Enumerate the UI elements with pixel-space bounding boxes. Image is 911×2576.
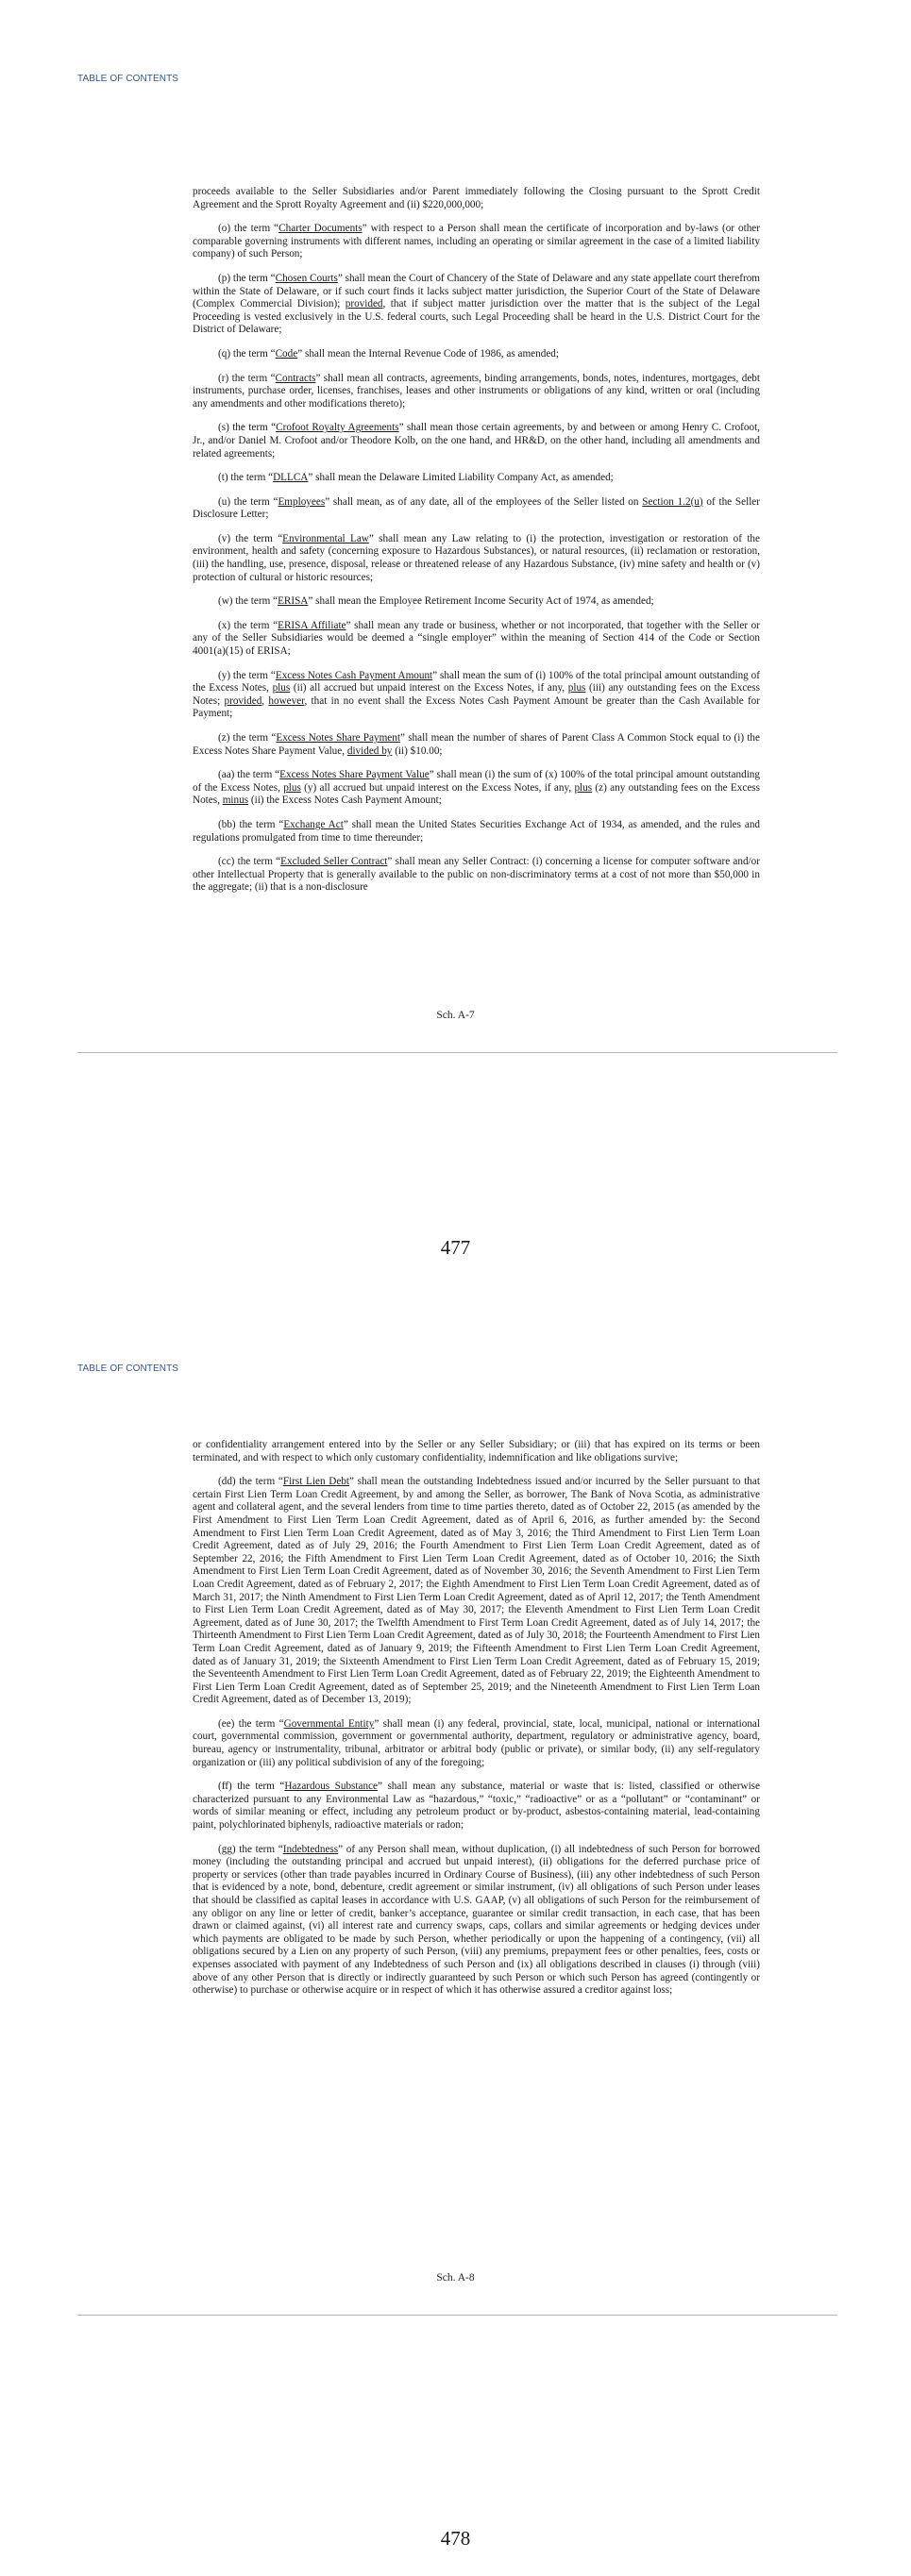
paragraph-text: (iii) any outstanding fees on the Excess Notes; (193, 682, 760, 707)
definition-paragraph (193, 348, 760, 361)
paragraph-text: ” of any Person shall mean, without duplication, (i) all indebtedness of such Person for borrowed money (including the outstanding principal and accrued but unpaid interest), (ii) obligations for the deferred purchase price of property or services (other than trade payables incurred in Ordinary Course of Business), (iii) any other indebtedness of such Person that is evidenced by a note, bond, debenture, credit agreement or similar instrument, (iv) all obligations of such Person under leases that should be classified as capital leases in accordance with U.S. GAAP, (v) all obligations of such Person for the reimbursement of any obligor on any line or letter of credit, banker’s acceptance, guarantee or similar credit transaction, in each case, that has been drawn or claimed against, (vi) all interest rate and currency swaps, caps, collars and similar agreements or hedging devices under which payments are obligated to be made by such Person, whether periodically or upon the happening of a contingency, (vii) all obligations secured by a Lien on any property of such Person, (viii) any premiums, prepayment fees or other penalties, fees, costs or expenses associated with payment of any Indebtedness of such Person and (ix) all obligations described in clauses (i) through (viii) above of any other Person that is directly or indirectly guaranteed by such Person or which such Person has agreed (contingently or otherwise) to purchase or otherwise acquire or in respect of which it has otherwise assured a creditor against loss; (193, 1843, 760, 1997)
paragraph-text: (y) all accrued but unpaid interest on the Excess Notes, if any, (300, 781, 575, 794)
paragraph-text: (ff) the term “ (218, 1781, 285, 1793)
paragraph-text: ” shall mean any substance, material or waste that is: listed, classified or otherwise characterized pursuant to any Environmental Law as “hazardous,” “toxic,” “radioactive” or as a “pollutant” or “contaminant” or words of similar meaning or effect, including any petroleum product or by-product, asbestos-containing material, lead-containing paint, polychlorinated biphenyls, radioactive materials or radon; (193, 1781, 760, 1832)
paragraph-text: , (261, 694, 269, 707)
defined-term: Environmental Law (282, 532, 369, 544)
paragraph-text: (ee) the term “ (218, 1717, 284, 1730)
defined-term: Indebtedness (282, 1843, 339, 1855)
defined-term: Excess Notes Cash Payment Amount (275, 669, 433, 681)
defined-term: Crofoot Royalty Agreements (276, 422, 399, 434)
paragraph-text: , that if subject matter jurisdiction over the matter that is the subject of the Legal Proceeding is vested exclusively in the U.S. federal courts, such Legal Proceeding shall be heard in the U.S. District Court for the District of Delaware; (193, 298, 760, 336)
paragraph-text: (y) the term “ (218, 669, 276, 681)
defined-term: First Lien Debt (282, 1476, 349, 1488)
definition-paragraph (193, 769, 760, 808)
paragraph-text: (z) the term “ (218, 732, 277, 744)
schedule-page-footer: Sch. A-8 (436, 2272, 475, 2283)
table-of-contents-link[interactable]: TABLE OF CONTENTS (77, 74, 179, 84)
paragraph-text: ” shall mean (i) the sum of (x) 100% of the total principal amount outstanding of the Excess Notes, (193, 769, 760, 794)
definition-paragraph (193, 1781, 760, 1832)
paragraph-text: ” with respect to a Person shall mean the certificate of incorporation and by-laws (or other comparable governing instruments with different names, including an operating or similar agreement in the case of a limited liability company) of such Person; (193, 223, 760, 260)
defined-term: Charter Documents (278, 223, 363, 235)
paragraph-text: (q) the term “ (218, 347, 276, 360)
paragraph-text: ” shall mean the Court of Chancery of the State of Delaware and any state appellate court therefrom within the State of Delaware, or if such court finds it lacks subject matter jurisdiction, the Superior Court of the State of Delaware (Complex Commercial Division); (193, 272, 761, 310)
paragraph-text: (w) the term “ (218, 595, 278, 608)
paragraph-text: ” shall mean any trade or business, whether or not incorporated, that together with the Seller or any of the Seller Subsidiaries would be deemed a “single employer” within the meaning of Section 414 of the Code or Section 4001(a)(15) of ERISA; (193, 619, 761, 658)
defined-term: plus (567, 682, 586, 694)
paragraph-text: (s) the term “ (218, 422, 277, 434)
definition-paragraph (193, 373, 760, 411)
schedule-page-footer: Sch. A-7 (436, 1010, 475, 1021)
paragraph-text: (u) the term “ (218, 495, 278, 508)
definition-paragraph (193, 186, 760, 211)
paragraph-text: (bb) the term “ (218, 818, 284, 830)
definition-paragraph (193, 732, 760, 758)
paragraph-text: ” shall mean the outstanding Indebtedness issued and/or incurred by the Seller pursuant to that certain First Lien Term Loan Credit Agreement, by and among the Seller, as borrower, The Bank of Nova Scotia, as administrative agent and collateral agent, and the several lenders from time to time parties thereto, dated as of October 22, 2015 (as amended by the First Amendment to First Lien Term Loan Credit Agreement, dated as of April 6, 2016, as further amended by: the Second Amendment to First Lien Term Loan Credit Agreement, dated as of May 3, 2016; the Third Amendment to First Lien Term Loan Credit Agreement, dated as of July 29, 2016; the Fourth Amendment to First Lien Term Loan Credit Agreement, dated as of September 22, 2016; the Fifth Amendment to First Lien Term Loan Credit Agreement, dated as of October 10, 2016; the Sixth Amendment to First Lien Term Loan Credit Agreement, dated as of November 30, 2016; the Seventh Amendment to First Lien Term Loan Credit Agreement, dated as of February 2, 2017; the Eighth Amendment to First Lien Term Loan Credit Agreement, dated as of March 31, 2017; the Ninth Amendment to First Lien Term Loan Credit Agreement, dated as of April 12, 2017; the Tenth Amendment to First Lien Term Loan Credit Agreement, dated as of May 30, 2017; the Eleventh Amendment to First Lien Term Loan Credit Agreement, dated as of June 30, 2017; the Twelfth Amendment to First Term Loan Credit Agreement, dated as of July 14, 2017; the Thirteenth Amendment to First Lien Term Loan Credit Agreement, dated as of July 30, 2018; the Fourteenth Amendment to First Lien Term Loan Credit Agreement, dated as of January 9, 2019; the Fifteenth Amendment to First Lien Term Loan Credit Agreement, dated as of January 31, 2019; the Sixteenth Amendment to First Lien Term Loan Credit Agreement, dated as of February 15, 2019; the Seventeenth Amendment to First Lien Term Loan Credit Agreement, dated as of February 22, 2019; the Eighteenth Amendment to First Lien Term Loan Credit Agreement, dated as of September 25, 2019; and the Nineteenth Amendment to First Lien Term Loan Credit Agreement, dated as of December 13, 2019); (193, 1476, 760, 1706)
page-divider (77, 1052, 837, 1053)
definition-paragraph (193, 1718, 760, 1769)
defined-term: Code (275, 347, 298, 360)
paragraph-text: ” shall mean (i) any federal, provincial, state, local, municipal, national or international court, governmental commission, government or governmental authority, department, regulatory or administrative agency, board, bureau, agency or instrumentality, tribunal, arbitrator or arbitral body (public or private), or similar body, (ii) any self-regulatory organization or (iii) any political subdivision of any of the foregoing; (193, 1717, 760, 1768)
paragraph-text: ” shall mean the United States Securities Exchange Act of 1934, as amended, and the rules and regulations promulgated from time to time thereunder; (193, 818, 761, 844)
paragraph-text: (t) the term “ (218, 472, 274, 484)
definition-paragraph (193, 595, 760, 609)
defined-term: Governmental Entity (283, 1717, 375, 1730)
defined-term: Section 1.2(u) (642, 495, 703, 508)
definition-paragraph (193, 496, 760, 522)
paragraph-text: ” shall mean the Internal Revenue Code of 1986, as amended; (297, 347, 560, 360)
defined-term: ERISA Affiliate (278, 619, 346, 631)
paragraph-text: ” shall mean the number of shares of Parent Class A Common Stock equal to (i) the Excess Notes Share Payment Value, (193, 732, 760, 757)
paragraph-text: (v) the term “ (218, 532, 283, 544)
defined-term: however (268, 694, 305, 707)
defined-term: plus (272, 682, 291, 694)
page-divider (77, 2315, 837, 2316)
defined-term: Chosen Courts (275, 272, 338, 284)
paragraph-text: ” shall mean the Employee Retirement Income Security Act of 1974, as amended; (308, 595, 654, 608)
paragraph-text: proceeds available to the Seller Subsidiaries and/or Parent immediately following the Closing pursuant to the Sprott Credit Agreement and the Sprott Royalty Agreement and (ii) $220,000,000; (193, 186, 760, 210)
paragraph-text: (x) the term “ (218, 619, 278, 631)
paragraph-text: ” shall mean, as of any date, all of the employees of the Seller listed on (325, 495, 643, 508)
defined-term: provided (224, 694, 262, 707)
page-number: 478 (440, 2527, 471, 2550)
defined-term: plus (283, 781, 301, 794)
defined-term: divided by (346, 744, 393, 757)
defined-term: DLLCA (273, 472, 309, 484)
paragraph-text: ” shall mean any Law relating to (i) the protection, investigation or restoration of the environment, health and safety (concerning exposure to Hazardous Substances), or natural resources, (ii) reclamation or restoration, (iii) the handling, use, presence, disposal, release or threatened release of any Hazardous Substance, (iv) mine safety and health or (v) protection of cultural or historic resources; (193, 532, 760, 583)
definition-paragraph (193, 472, 760, 485)
paragraph-text: or confidentiality arrangement entered into by the Seller or any Seller Subsidiary; or (iii) that has expired on its terms or been terminated, and with respect to which only customary confidentiality, indemnification and like obligations survive; (193, 1439, 760, 1464)
defined-term: Employees (278, 495, 326, 508)
definition-paragraph (193, 1439, 760, 1464)
paragraph-text: , that in no event shall the Excess Notes Cash Payment Amount be greater than the Cash Available for Payment; (193, 694, 760, 720)
paragraph-text: (o) the term “ (218, 223, 279, 235)
paragraph-text: (cc) the term “ (218, 856, 281, 868)
defined-term: Excess Notes Share Payment Value (279, 769, 430, 781)
definition-paragraph (193, 670, 760, 721)
defined-term: minus (222, 795, 249, 807)
paragraph-text: (r) the term “ (218, 372, 276, 384)
paragraph-text: of the Seller Disclosure Letter; (193, 495, 760, 521)
document-page-478 (0, 1279, 911, 2576)
paragraph-text: ” shall mean the sum of (i) 100% of the total principal amount outstanding of the Excess Notes, (193, 669, 760, 694)
defined-term: plus (574, 781, 593, 794)
paragraph-text: (aa) the term “ (218, 769, 280, 781)
paragraph-text: (ii) $10.00; (392, 744, 443, 757)
paragraph-text: ” shall mean those certain agreements, by and between or among Henry C. Crofoot, Jr., and/or Daniel M. Crofoot and/or Theodore Kolb, on the one hand, and HR&D, on the other hand, including all amendments and related agreements; (193, 422, 760, 460)
paragraph-text: (z) any outstanding fees on the Excess Notes, (193, 781, 760, 807)
paragraph-text: (gg) the term “ (218, 1843, 283, 1855)
table-of-contents-link[interactable]: TABLE OF CONTENTS (77, 1363, 179, 1374)
defined-term: Contracts (275, 372, 316, 384)
paragraph-text: (ii) the Excess Notes Cash Payment Amount; (248, 795, 442, 807)
definition-paragraph (193, 856, 760, 895)
page-body-text (193, 186, 760, 906)
defined-term: provided (345, 298, 383, 310)
defined-term: Hazardous Substance (284, 1781, 378, 1793)
defined-term: Excluded Seller Contract (280, 856, 388, 868)
page-number: 477 (440, 1236, 471, 1259)
definition-paragraph (193, 819, 760, 845)
defined-term: Exchange Act (283, 818, 344, 830)
paragraph-text: (dd) the term “ (218, 1476, 283, 1488)
defined-term: ERISA (278, 595, 309, 608)
defined-term: Excess Notes Share Payment (276, 732, 400, 744)
document-page-477 (0, 0, 911, 1279)
definition-paragraph (193, 533, 760, 584)
paragraph-text: ” shall mean any Seller Contract: (i) concerning a license for computer software and/or other Intellectual Property that is generally available to the public on non-discriminatory terms at a cost of not more than $50,000 in the aggregate; (ii) that is a non-disclosure (193, 856, 760, 894)
paragraph-text: ” shall mean all contracts, agreements, binding arrangements, bonds, notes, indentures, mortgages, debt instruments, purchase order, licenses, franchises, leases and other instruments or obligations of any kind, written or oral (including any amendments and other modifications thereto); (193, 372, 761, 410)
definition-paragraph (193, 273, 760, 337)
paragraph-text: (p) the term “ (218, 272, 276, 284)
definition-paragraph (193, 620, 760, 659)
definition-paragraph (193, 223, 760, 261)
definition-paragraph (193, 1476, 760, 1707)
page-body-text (193, 1439, 760, 2009)
paragraph-text: ” shall mean the Delaware Limited Liability Company Act, as amended; (308, 472, 614, 484)
definition-paragraph (193, 1844, 760, 1998)
paragraph-text: (ii) all accrued but unpaid interest on the Excess Notes, if any, (290, 682, 568, 694)
definition-paragraph (193, 422, 760, 460)
